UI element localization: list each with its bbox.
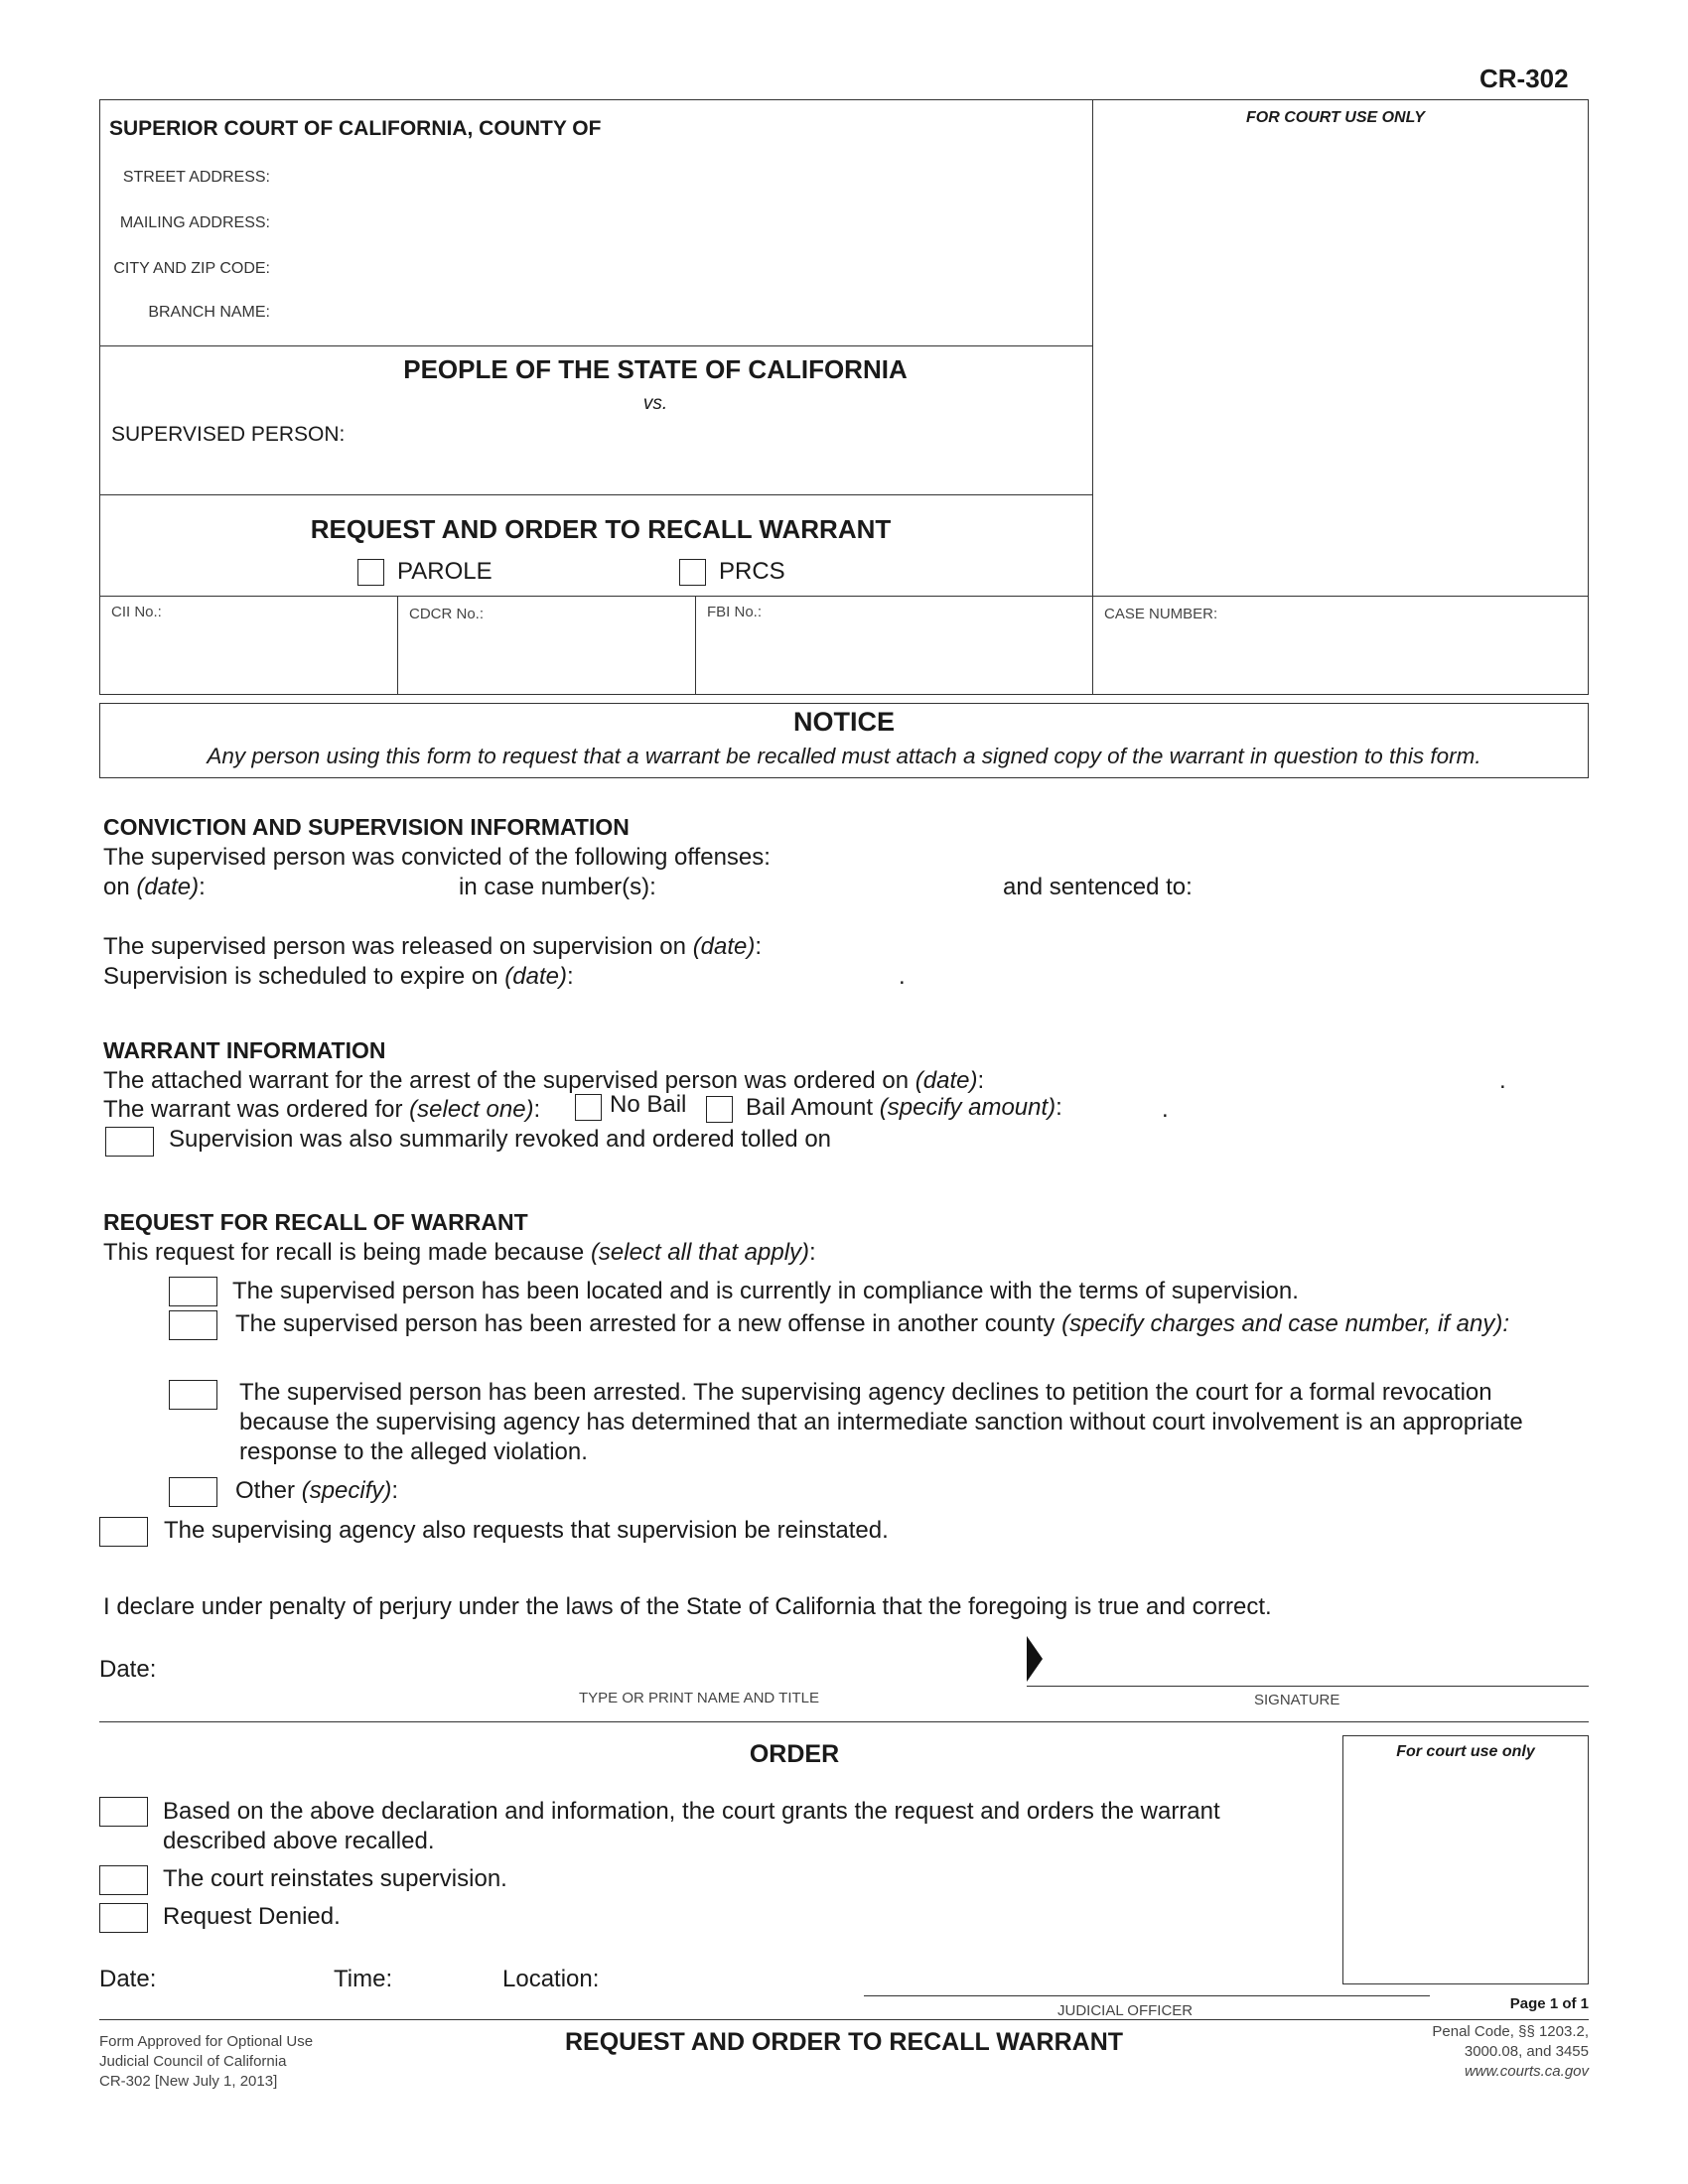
prcs-label: PRCS bbox=[719, 558, 785, 585]
parole-checkbox[interactable] bbox=[357, 559, 384, 586]
footer-right-1: Penal Code, §§ 1203.2, bbox=[1432, 2023, 1589, 2040]
conviction-heading: CONVICTION AND SUPERVISION INFORMATION bbox=[103, 814, 630, 840]
footer-rule bbox=[99, 2019, 1589, 2020]
warrant-for-line: The warrant was ordered for (select one): bbox=[103, 1096, 541, 1123]
footer-left-2: Judicial Council of California bbox=[99, 2053, 287, 2070]
signature-label: SIGNATURE bbox=[1254, 1692, 1340, 1708]
cdcr-label: CDCR No.: bbox=[409, 606, 485, 622]
caption-rule-2 bbox=[99, 494, 1092, 495]
grant-line1: Based on the above declaration and information, the court grants the request and orders the warrant bbox=[163, 1798, 1220, 1825]
intermediate-sanction-line1: The supervised person has been arrested. The supervising agency declines to petition the court for a formal revocation bbox=[239, 1379, 1492, 1406]
declaration-text: I declare under penalty of perjury under the laws of the State of California that the foregoing is true and correct. bbox=[103, 1593, 1272, 1620]
footer-right-3[interactable]: www.courts.ca.gov bbox=[1464, 2063, 1589, 2080]
bail-amount-checkbox[interactable] bbox=[706, 1096, 733, 1123]
grant-checkbox[interactable] bbox=[99, 1797, 148, 1827]
people-heading: PEOPLE OF THE STATE OF CALIFORNIA bbox=[403, 354, 908, 384]
other-label: Other (specify): bbox=[235, 1477, 399, 1504]
branch-name-label: BRANCH NAME: bbox=[148, 304, 270, 321]
id-divider-2 bbox=[695, 596, 696, 695]
reinstates-checkbox[interactable] bbox=[99, 1865, 148, 1895]
judicial-officer-label: JUDICIAL OFFICER bbox=[1057, 2002, 1194, 2019]
signature-arrow-icon bbox=[1027, 1636, 1045, 1682]
parole-label: PAROLE bbox=[397, 558, 492, 585]
revoked-checkbox[interactable] bbox=[105, 1127, 154, 1157]
city-zip-label: CITY AND ZIP CODE: bbox=[113, 260, 270, 277]
sentenced-label: and sentenced to: bbox=[1003, 874, 1193, 900]
order-time-label: Time: bbox=[334, 1966, 393, 1992]
order-court-use-label: For court use only bbox=[1396, 1743, 1535, 1760]
page-number: Page 1 of 1 bbox=[1509, 1995, 1589, 2012]
intermediate-sanction-line3: response to the alleged violation. bbox=[239, 1438, 588, 1465]
released-line: The supervised person was released on supervision on (date): bbox=[103, 933, 763, 960]
name-title-label: TYPE OR PRINT NAME AND TITLE bbox=[579, 1690, 819, 1706]
order-location-label: Location: bbox=[502, 1966, 600, 1992]
fbi-label: FBI No.: bbox=[707, 604, 763, 620]
notice-title: NOTICE bbox=[792, 707, 895, 737]
caption-rule-1 bbox=[99, 345, 1092, 346]
footer-left-1: Form Approved for Optional Use bbox=[99, 2033, 314, 2050]
expire-line: Supervision is scheduled to expire on (date): bbox=[103, 963, 574, 990]
conviction-line1: The supervised person was convicted of the following offenses: bbox=[103, 844, 771, 871]
court-title: SUPERIOR COURT OF CALIFORNIA, COUNTY OF bbox=[109, 117, 602, 140]
street-address-label: STREET ADDRESS: bbox=[122, 169, 270, 186]
caption-rule-3 bbox=[99, 596, 1589, 597]
reinstated-request-checkbox[interactable] bbox=[99, 1517, 148, 1547]
order-heading: ORDER bbox=[749, 1740, 840, 1768]
order-court-use-box bbox=[1342, 1735, 1589, 1984]
located-checkbox[interactable] bbox=[169, 1277, 217, 1306]
mailing-address-label: MAILING ADDRESS: bbox=[119, 214, 270, 231]
denied-label: Request Denied. bbox=[163, 1903, 341, 1930]
signature-line bbox=[1027, 1686, 1589, 1687]
located-label: The supervised person has been located and is currently in compliance with the terms of supervision. bbox=[232, 1278, 1299, 1304]
grant-line2: described above recalled. bbox=[163, 1828, 435, 1854]
intermediate-sanction-line2: because the supervising agency has determined that an intermediate sanction without court involvement is an appropriate bbox=[239, 1409, 1523, 1435]
conviction-date-line: on (date): bbox=[103, 874, 206, 900]
denied-checkbox[interactable] bbox=[99, 1903, 148, 1933]
form-title: REQUEST AND ORDER TO RECALL WARRANT bbox=[310, 514, 892, 544]
prcs-checkbox[interactable] bbox=[679, 559, 706, 586]
notice-text: Any person using this form to request that a warrant be recalled must attach a signed copy of the warrant in question to this form. bbox=[207, 744, 1481, 768]
cii-label: CII No.: bbox=[111, 604, 162, 620]
order-date-label: Date: bbox=[99, 1966, 157, 1992]
reinstates-label: The court reinstates supervision. bbox=[163, 1865, 507, 1892]
intermediate-sanction-checkbox[interactable] bbox=[169, 1380, 217, 1410]
footer-title: REQUEST AND ORDER TO RECALL WARRANT bbox=[564, 2028, 1124, 2056]
warrant-heading: WARRANT INFORMATION bbox=[103, 1037, 386, 1063]
vs-label: vs. bbox=[642, 393, 668, 414]
reinstated-request-label: The supervising agency also requests that supervision be reinstated. bbox=[164, 1517, 889, 1544]
expire-period: . bbox=[899, 963, 906, 990]
footer-right-2: 3000.08, and 3455 bbox=[1464, 2043, 1589, 2060]
order-rule bbox=[99, 1721, 1589, 1722]
no-bail-checkbox[interactable] bbox=[575, 1094, 602, 1121]
request-heading: REQUEST FOR RECALL OF WARRANT bbox=[103, 1209, 528, 1235]
case-number-label: CASE NUMBER: bbox=[1104, 606, 1218, 622]
case-numbers-label: in case number(s): bbox=[459, 874, 656, 900]
court-use-only-label: FOR COURT USE ONLY bbox=[1246, 109, 1425, 126]
other-checkbox[interactable] bbox=[169, 1477, 217, 1507]
no-bail-label: No Bail bbox=[610, 1091, 687, 1118]
declaration-date-label: Date: bbox=[99, 1656, 157, 1683]
footer-left-3: CR-302 [New July 1, 2013] bbox=[99, 2073, 278, 2090]
new-offense-label: The supervised person has been arrested for a new offense in another county (specify charges and case number, if any): bbox=[235, 1310, 1509, 1337]
id-divider-1 bbox=[397, 596, 398, 695]
warrant-ordered-period: . bbox=[1499, 1067, 1506, 1094]
new-offense-checkbox[interactable] bbox=[169, 1310, 217, 1340]
form-id: CR-302 bbox=[1479, 64, 1569, 93]
revoked-label: Supervision was also summarily revoked and ordered tolled on bbox=[169, 1126, 832, 1153]
supervised-person-label: SUPERVISED PERSON: bbox=[111, 423, 346, 446]
warrant-ordered-line: The attached warrant for the arrest of the supervised person was ordered on (date): bbox=[103, 1067, 985, 1094]
bail-amount-label: Bail Amount (specify amount): bbox=[746, 1094, 1062, 1121]
request-intro: This request for recall is being made because (select all that apply): bbox=[103, 1239, 816, 1266]
bail-amount-period: . bbox=[1162, 1096, 1169, 1123]
judicial-officer-line bbox=[864, 1995, 1430, 1996]
